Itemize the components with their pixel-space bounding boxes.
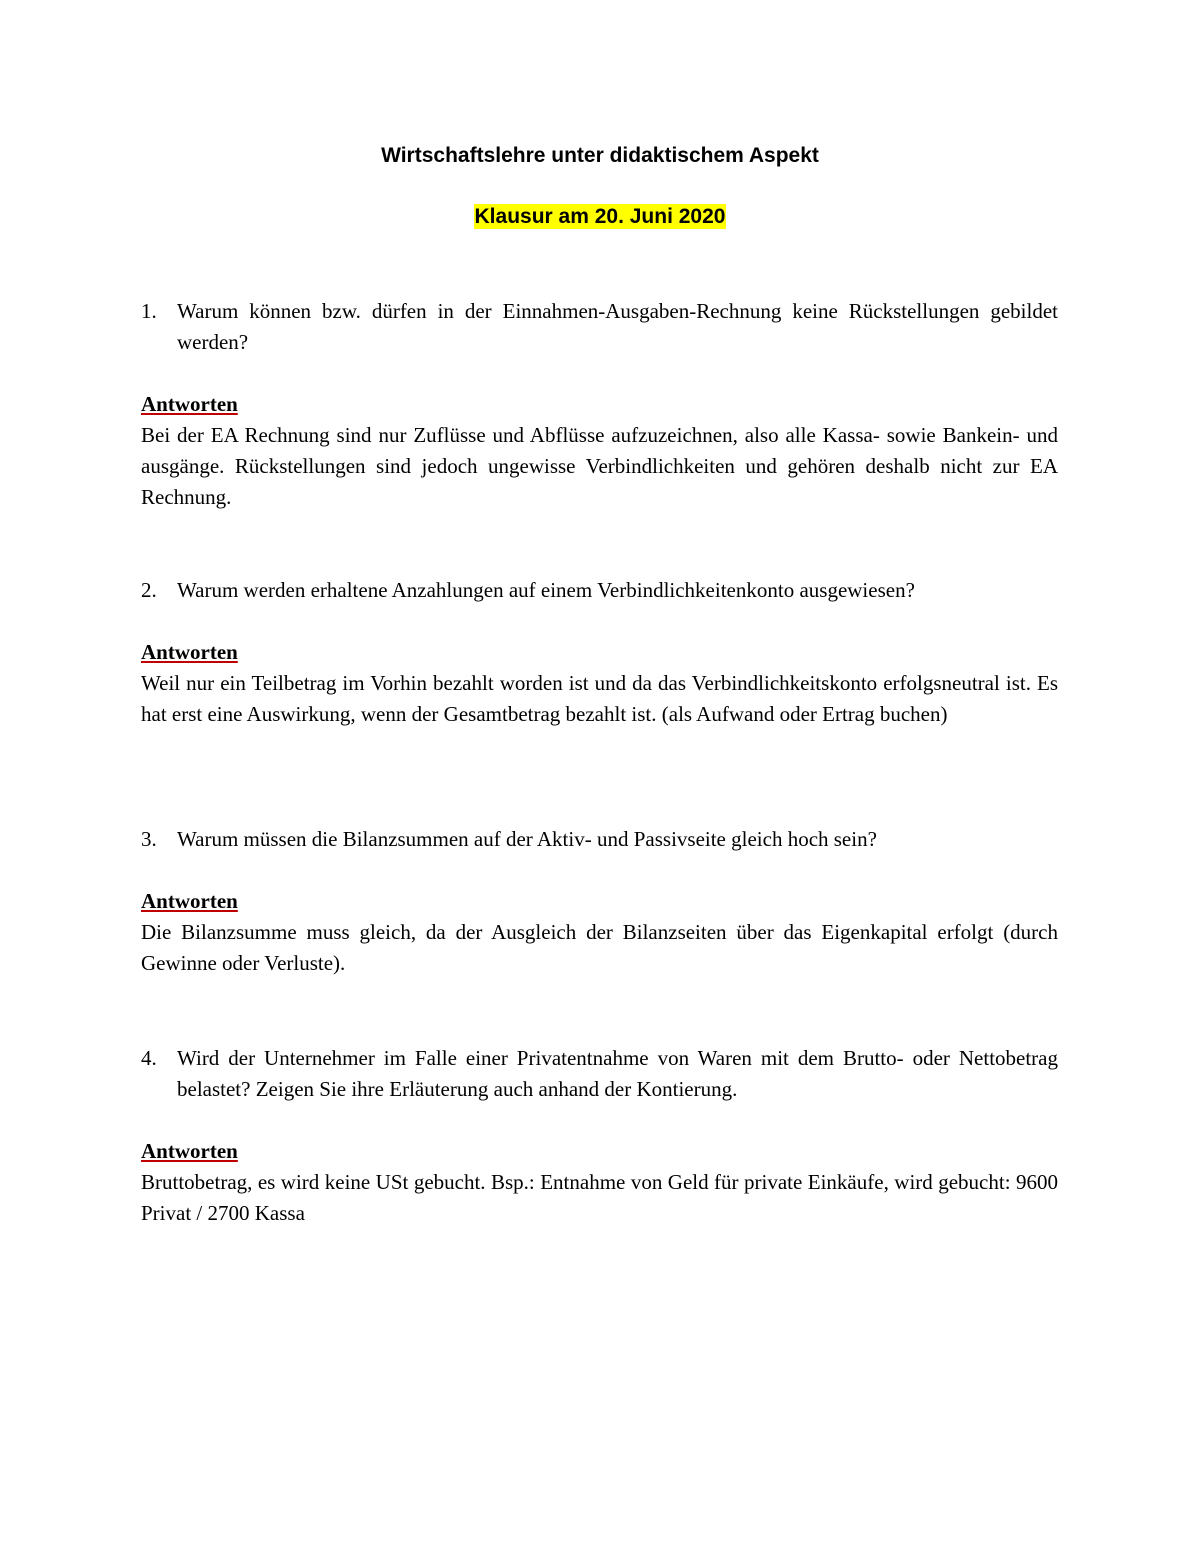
exam-date-highlight: Klausur am 20. Juni 2020 (474, 205, 726, 228)
question-2 (141, 575, 1058, 606)
answer-text: Bruttobetrag, es wird keine USt gebucht. Bsp.: Entnahme von Geld für private Einkäufe, wird gebucht: 9600 Privat / 2700 Kassa (141, 1170, 1058, 1225)
answer-heading-label: Antworten (141, 889, 238, 913)
question-text: Warum müssen die Bilanzsummen auf der Aktiv- und Passivseite gleich hoch sein? (177, 827, 877, 851)
document-title: Wirtschaftslehre unter didaktischem Aspekt (381, 144, 819, 167)
question-block-2 (141, 575, 1058, 730)
question-text: Warum werden erhaltene Anzahlungen auf einem Verbindlichkeitenkonto ausgewiesen? (177, 578, 915, 602)
exam-date-line (0, 202, 1200, 232)
question-text: Wird der Unternehmer im Falle einer Privatentnahme von Waren mit dem Brutto- oder Nettobetrag belastet? Zeigen Sie ihre Erläuterung auch anhand der Kontierung. (177, 1046, 1058, 1101)
question-1 (141, 296, 1058, 358)
answer-text: Bei der EA Rechnung sind nur Zuflüsse und Abflüsse aufzuzeichnen, also alle Kassa- sowie Bankein- und ausgänge. Rückstellungen sind jedoch ungewisse Verbindlichkeiten und gehören deshalb nicht zur EA Rechnung. (141, 423, 1058, 509)
answer-heading-label: Antworten (141, 640, 238, 664)
answer-heading-label: Antworten (141, 1139, 238, 1163)
question-block-3 (141, 824, 1058, 979)
answer-heading-label: Antworten (141, 392, 238, 416)
question-number: 3. (141, 827, 157, 851)
question-3 (141, 824, 1058, 855)
answer-heading (141, 389, 1058, 420)
question-text: Warum können bzw. dürfen in der Einnahmen-Ausgaben-Rechnung keine Rückstellungen gebildet werden? (177, 299, 1058, 354)
question-block-4 (141, 1043, 1058, 1229)
question-number: 2. (141, 578, 157, 602)
question-number: 4. (141, 1046, 157, 1070)
question-number: 1. (141, 299, 157, 323)
answer-heading (141, 637, 1058, 668)
question-block-1 (141, 296, 1058, 513)
answer-heading (141, 1136, 1058, 1167)
question-4 (141, 1043, 1058, 1105)
answer-text: Die Bilanzsumme muss gleich, da der Ausgleich der Bilanzseiten über das Eigenkapital erfolgt (durch Gewinne oder Verluste). (141, 920, 1058, 975)
answer-text: Weil nur ein Teilbetrag im Vorhin bezahlt worden ist und da das Verbindlichkeitskonto erfolgsneutral ist. Es hat erst eine Auswirkung, wenn der Gesamtbetrag bezahlt ist. (als Aufwand oder Ertrag buchen) (141, 671, 1058, 726)
answer-heading (141, 886, 1058, 917)
